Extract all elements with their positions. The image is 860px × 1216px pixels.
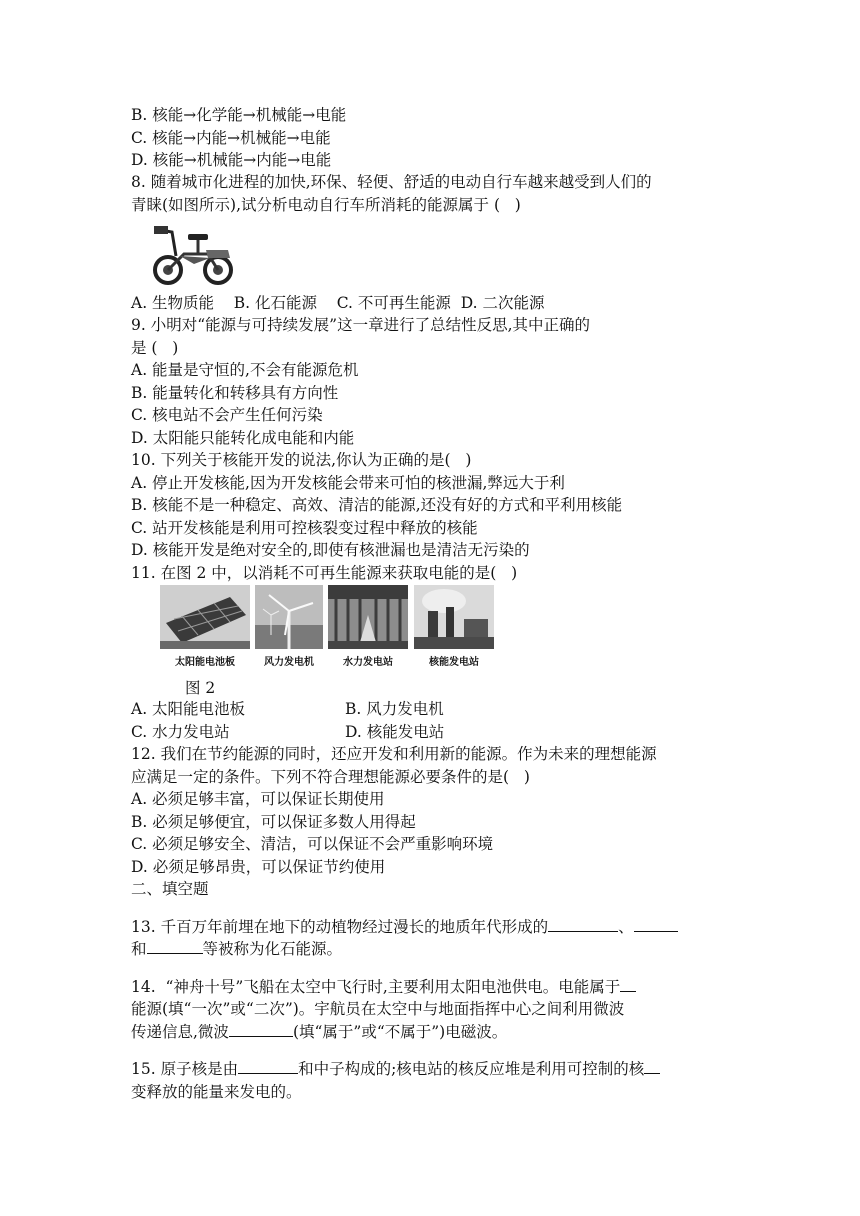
hydro-station-image xyxy=(328,585,408,668)
q10-option-d: D. 核能开发是绝对安全的,即使有核泄漏也是清洁无污染的 xyxy=(131,541,530,559)
q12-stem-line1: 12. 我们在节约能源的同时，还应开发和利用新的能源。作为未来的理想能源 xyxy=(131,745,657,763)
q14-text-3: 传递信息,微波 xyxy=(131,1023,229,1041)
q14-blank-2[interactable] xyxy=(229,1021,293,1037)
q13-text-2: 、 xyxy=(618,918,634,936)
q9-option-a: A. 能量是守恒的,不会有能源危机 xyxy=(131,361,359,379)
q9-stem-line2: 是 ( ) xyxy=(131,339,179,357)
q12-option-a: A. 必须足够丰富，可以保证长期使用 xyxy=(131,790,385,808)
q13-blank-2[interactable] xyxy=(634,916,678,932)
q13-line1 xyxy=(131,916,678,938)
q13-text-3: 和 xyxy=(131,940,147,958)
q12-option-c: C. 必须足够安全、清洁，可以保证不会严重影响环境 xyxy=(131,835,494,853)
q13-text-4: 等被称为化石能源。 xyxy=(202,940,343,958)
q9-option-c: C. 核电站不会产生任何污染 xyxy=(131,406,323,424)
section-2-title: 二、填空题 xyxy=(131,880,209,898)
q15-line1 xyxy=(131,1058,660,1080)
q11-option-a: A. 太阳能电池板 xyxy=(131,700,246,718)
wind-turbine-image xyxy=(255,585,323,668)
caption-wind: 风力发电机 xyxy=(264,657,314,668)
solar-panel-image xyxy=(160,585,250,668)
q7-option-b: B. 核能→化学能→机械能→电能 xyxy=(131,106,347,124)
q8-options: A. 生物质能 B. 化石能源 C. 不可再生能源 D. 二次能源 xyxy=(131,294,545,312)
q14-line3 xyxy=(131,1021,507,1043)
q14-text-4: (填“属于”或“不属于”)电磁波。 xyxy=(292,1023,508,1041)
q13-text-1: 13. 千百万年前埋在地下的动植物经过漫长的地质年代形成的 xyxy=(131,918,549,936)
q11-option-b: B. 风力发电机 xyxy=(345,700,444,718)
q10-option-c: C. 站开发核能是利用可控核裂变过程中释放的核能 xyxy=(131,519,478,537)
q15-blank-1[interactable] xyxy=(238,1058,298,1074)
caption-solar: 太阳能电池板 xyxy=(175,657,235,668)
q15-text-2: 和中子构成的;核电站的核反应堆是利用可控制的核 xyxy=(298,1060,645,1078)
q9-stem-line1: 9. 小明对“能源与可持续发展”这一章进行了总结性反思,其中正确的 xyxy=(131,316,590,334)
q7-option-c: C. 核能→内能→机械能→电能 xyxy=(131,129,331,147)
q13-blank-3[interactable] xyxy=(147,938,203,954)
q12-option-b: B. 必须足够便宜，可以保证多数人用得起 xyxy=(131,813,416,831)
q13-line2 xyxy=(131,938,342,960)
q8-stem-line2: 青睐(如图所示),试分析电动自行车所消耗的能源属于 ( ) xyxy=(131,196,521,214)
q11-option-d: D. 核能发电站 xyxy=(345,723,445,741)
q11-stem: 11. 在图 2 中，以消耗不可再生能源来获取电能的是( ) xyxy=(131,564,518,582)
q13-blank-1[interactable] xyxy=(548,916,618,932)
q10-option-a: A. 停止开发核能,因为开发核能会带来可怕的核泄漏,弊远大于利 xyxy=(131,474,565,492)
caption-nuclear: 核能发电站 xyxy=(429,657,479,668)
q14-blank-1[interactable] xyxy=(620,976,636,992)
q15-line2: 变释放的能量来发电的。 xyxy=(131,1083,302,1101)
q8-stem-line1: 8. 随着城市化进程的加快,环保、轻便、舒适的电动自行车越来越受到人们的 xyxy=(131,173,652,191)
nuclear-plant-image xyxy=(414,585,494,668)
electric-bicycle-image xyxy=(150,220,236,286)
q10-option-b: B. 核能不是一种稳定、高效、清洁的能源,还没有好的方式和平利用核能 xyxy=(131,496,623,514)
figure-2-label: 图 2 xyxy=(185,679,216,697)
q9-option-b: B. 能量转化和转移具有方向性 xyxy=(131,384,339,402)
q10-stem: 10. 下列关于核能开发的说法,你认为正确的是( ) xyxy=(131,451,472,469)
q14-line2: 能源(填“一次”或“二次”)。宇航员在太空中与地面指挥中心之间利用微波 xyxy=(131,1000,625,1018)
q11-option-c: C. 水力发电站 xyxy=(131,723,230,741)
q12-option-d: D. 必须足够昂贵，可以保证节约使用 xyxy=(131,858,386,876)
q15-blank-2[interactable] xyxy=(644,1058,660,1074)
q12-stem-line2: 应满足一定的条件。下列不符合理想能源必要条件的是( ) xyxy=(131,768,530,786)
q15-text-1: 15. 原子核是由 xyxy=(131,1060,239,1078)
q9-option-d: D. 太阳能只能转化成电能和内能 xyxy=(131,429,355,447)
caption-hydro: 水力发电站 xyxy=(343,657,393,668)
q14-line1 xyxy=(131,976,636,998)
q7-option-d: D. 核能→机械能→内能→电能 xyxy=(131,151,332,169)
q14-text-1: 14. “神舟十号”飞船在太空中飞行时,主要利用太阳电池供电。电能属于 xyxy=(131,978,621,996)
